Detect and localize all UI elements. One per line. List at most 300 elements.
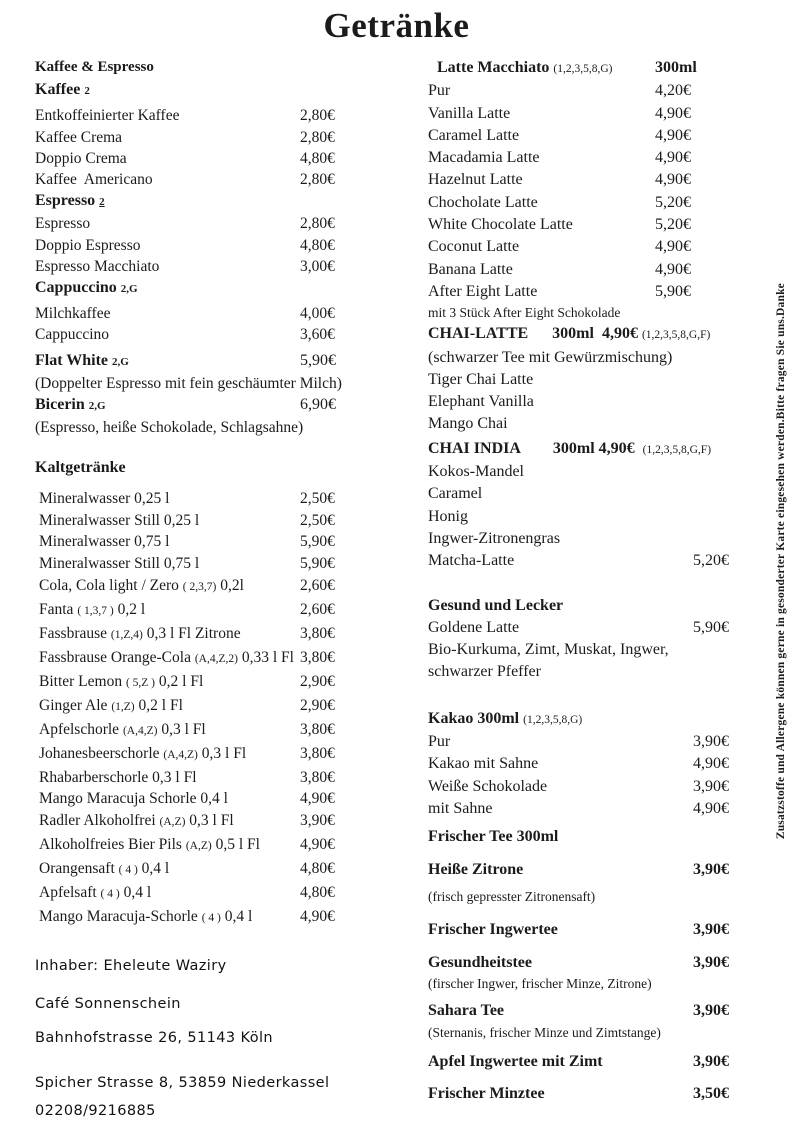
row-text-segment: 0,2l bbox=[216, 577, 244, 595]
row-text-segment: Kakao 300ml bbox=[428, 709, 524, 727]
item-price: 3,80€ bbox=[300, 744, 335, 762]
row-text bbox=[428, 440, 711, 457]
row-text bbox=[39, 697, 183, 714]
menu-item-row bbox=[428, 731, 776, 753]
row-text bbox=[39, 555, 199, 572]
allergen-code: (1,Z) bbox=[111, 700, 135, 713]
section-header bbox=[428, 57, 776, 80]
contact-line bbox=[35, 1072, 407, 1094]
row-text-segment: Johanesbeerschorle bbox=[39, 744, 164, 762]
menu-item-row bbox=[428, 236, 776, 258]
section-header bbox=[35, 190, 407, 213]
allergen-code: (A,4,Z) bbox=[163, 748, 198, 761]
item-price: 4,90€ bbox=[300, 907, 335, 925]
menu-item-row bbox=[428, 483, 776, 505]
row-text-segment: 0,3 l Fl Zitrone bbox=[142, 625, 241, 643]
row-text bbox=[35, 171, 153, 188]
item-price: 5,90€ bbox=[300, 533, 335, 551]
item-price: 4,90€ bbox=[655, 149, 691, 167]
menu-item-row bbox=[35, 767, 407, 789]
section-header bbox=[35, 350, 407, 373]
item-price: 2,80€ bbox=[300, 215, 335, 233]
menu-item-row bbox=[428, 259, 776, 281]
row-text-segment: Kaffee & Espresso bbox=[35, 59, 154, 75]
row-text-segment: White Chocolate Latte bbox=[428, 216, 573, 234]
row-text bbox=[428, 641, 669, 658]
item-price: 5,90€ bbox=[300, 555, 335, 573]
item-price: 3,60€ bbox=[300, 326, 335, 344]
contact-line bbox=[35, 955, 407, 977]
row-text bbox=[428, 663, 541, 680]
contact-line bbox=[35, 993, 407, 1015]
item-price: 5,90€ bbox=[693, 618, 729, 636]
item-price: 4,00€ bbox=[300, 305, 335, 323]
row-text-segment: Kakao mit Sahne bbox=[428, 755, 539, 773]
row-text-segment: 0,4 l bbox=[119, 884, 152, 902]
row-text bbox=[428, 463, 524, 480]
item-price: 3,80€ bbox=[300, 768, 335, 786]
row-text-segment: Bio-Kurkuma, Zimt, Muskat, Ingwer, bbox=[428, 641, 669, 659]
row-text bbox=[35, 192, 105, 209]
row-text-segment: CHAI INDIA 300ml 4,90€ bbox=[428, 439, 643, 457]
item-price: 5,20€ bbox=[655, 193, 691, 211]
row-text-segment: Sahara Tee bbox=[428, 1002, 505, 1020]
item-price: 3,00€ bbox=[300, 257, 335, 275]
row-text bbox=[428, 889, 595, 904]
allergen-code: ( 4 ) bbox=[100, 888, 120, 901]
row-text-segment: 0,2 l Fl bbox=[155, 672, 204, 690]
row-text-segment: Espresso Macchiato bbox=[35, 257, 160, 275]
item-price: 2,80€ bbox=[300, 171, 335, 189]
menu-item-row bbox=[35, 488, 407, 510]
row-text-segment: Ingwer-Zitronengras bbox=[428, 529, 561, 547]
row-text-segment: CHAI-LATTE 300ml 4,90€ bbox=[428, 325, 642, 343]
section-header bbox=[35, 57, 407, 78]
left-column bbox=[35, 57, 407, 1122]
row-text bbox=[39, 601, 145, 618]
menu-item-row bbox=[35, 743, 407, 767]
row-text-segment: Weiße Schokolade bbox=[428, 777, 548, 795]
menu-item-row bbox=[35, 858, 407, 882]
row-text-segment: Kaltgetränke bbox=[35, 459, 126, 477]
menu-item-row bbox=[35, 671, 407, 695]
row-text-segment: Mineralwasser 0,75 l bbox=[39, 533, 170, 551]
item-price: 3,90€ bbox=[693, 920, 729, 938]
item-price: 2,60€ bbox=[300, 601, 335, 619]
left-menu-rows bbox=[35, 57, 407, 930]
row-text-segment: Fassbrause bbox=[39, 625, 111, 643]
menu-item-row bbox=[35, 719, 407, 743]
row-text-segment: Fassbrause Orange-Cola bbox=[39, 649, 195, 666]
row-text bbox=[428, 105, 510, 122]
row-text-segment: Honig bbox=[428, 507, 468, 525]
menu-item-row bbox=[428, 125, 776, 147]
row-text-segment: Frischer Ingwertee bbox=[428, 920, 558, 938]
menu-item-row bbox=[35, 303, 407, 324]
menu-note bbox=[35, 373, 407, 394]
row-text bbox=[428, 597, 563, 614]
row-text bbox=[428, 171, 523, 188]
row-text-segment: Pur bbox=[428, 82, 451, 100]
row-text-segment: Latte Macchiato bbox=[437, 59, 554, 76]
row-text-segment: Bicerin bbox=[35, 396, 89, 414]
row-text-segment: Elephant Vanilla bbox=[428, 393, 534, 411]
row-text-segment: 0,4 l bbox=[220, 907, 253, 925]
row-text-segment: Doppio Espresso bbox=[35, 236, 141, 254]
row-text-segment: Heiße Zitrone bbox=[428, 860, 524, 878]
row-text-segment: Spicher Strasse 8, 53859 Niederkassel bbox=[35, 1074, 330, 1091]
allergen-code: ( 4 ) bbox=[118, 864, 138, 877]
row-text bbox=[428, 1085, 545, 1102]
row-text-segment: Bahnhofstrasse 26, 51143 Köln bbox=[35, 1029, 273, 1046]
row-text bbox=[428, 800, 492, 817]
row-text-segment: 02208/9216885 bbox=[35, 1102, 156, 1119]
menu-item-row bbox=[428, 776, 776, 798]
row-text-segment: 0,3 l Fl bbox=[157, 720, 206, 738]
menu-item-row bbox=[428, 461, 776, 483]
menu-note-small bbox=[428, 974, 776, 994]
menu-item-row bbox=[35, 695, 407, 719]
row-text bbox=[428, 485, 482, 502]
row-text bbox=[39, 490, 169, 507]
item-price: 6,90€ bbox=[300, 396, 336, 414]
menu-item-row bbox=[428, 661, 776, 683]
row-text-segment: Espresso bbox=[35, 192, 100, 210]
row-text-segment: 0,2 l bbox=[113, 601, 146, 619]
row-text-segment: Mango Maracuja-Schorle bbox=[39, 907, 202, 925]
menu-item-row bbox=[428, 391, 776, 413]
item-price: 3,90€ bbox=[693, 860, 729, 878]
row-text-segment: Kaffee bbox=[35, 81, 85, 99]
item-price: 3,90€ bbox=[300, 812, 335, 830]
allergen-code: (1,Z,4) bbox=[110, 629, 143, 642]
row-text bbox=[428, 828, 558, 845]
item-price: 4,80€ bbox=[300, 149, 335, 167]
row-text bbox=[428, 530, 560, 547]
item-price: 4,90€ bbox=[655, 171, 691, 189]
item-price: 2,60€ bbox=[300, 577, 335, 595]
row-text-segment: Bitter Lemon bbox=[39, 672, 126, 690]
section-header bbox=[35, 79, 407, 102]
row-text-segment: Mineralwasser Still 0,75 l bbox=[39, 555, 200, 573]
menu-item-row bbox=[35, 531, 407, 553]
row-text-segment: Apfel Ingwertee mit Zimt bbox=[428, 1052, 603, 1070]
row-text bbox=[35, 279, 138, 296]
row-text bbox=[39, 884, 151, 901]
menu-note bbox=[35, 417, 407, 438]
row-text-segment: After Eight Latte bbox=[428, 282, 538, 300]
row-text bbox=[428, 1002, 504, 1019]
row-text bbox=[39, 745, 246, 762]
row-text bbox=[39, 577, 244, 594]
row-text bbox=[428, 619, 519, 636]
row-text-segment: Gesund und Lecker bbox=[428, 596, 564, 614]
row-text bbox=[35, 996, 181, 1012]
row-text bbox=[428, 508, 468, 525]
row-text-segment: Kaffee Crema bbox=[35, 128, 123, 146]
row-text bbox=[35, 81, 90, 98]
menu-item-row bbox=[428, 169, 776, 191]
menu-item-row bbox=[35, 256, 407, 277]
menu-item-row bbox=[35, 324, 407, 345]
item-price: 5,20€ bbox=[693, 552, 729, 570]
section-header bbox=[428, 1051, 776, 1073]
row-text-segment: Alkoholfreies Bier Pils bbox=[39, 836, 186, 854]
menu-item-row bbox=[428, 214, 776, 236]
row-text bbox=[35, 258, 159, 275]
row-text bbox=[35, 396, 106, 413]
row-text-segment: Kokos-Mandel bbox=[428, 463, 524, 481]
section-header bbox=[35, 457, 407, 478]
row-text-segment: Vanilla Latte bbox=[428, 104, 511, 122]
row-text-segment: (Doppelter Espresso mit fein geschäumter Milch) bbox=[35, 374, 342, 392]
menu-item-row bbox=[35, 105, 407, 126]
item-price: 3,50€ bbox=[693, 1084, 729, 1102]
menu-item-row bbox=[428, 192, 776, 214]
item-price: 4,90€ bbox=[300, 836, 335, 854]
menu-item-row bbox=[428, 753, 776, 775]
row-text-segment: Coconut Latte bbox=[428, 238, 520, 256]
row-text-segment: (Sternanis, frischer Minze und Zimtstange) bbox=[428, 1024, 661, 1040]
row-text-segment: Kaffee Americano bbox=[35, 171, 153, 189]
item-price: 3,80€ bbox=[300, 720, 335, 738]
row-text-segment: Pur bbox=[428, 733, 451, 751]
row-text bbox=[437, 59, 613, 76]
menu-item-row bbox=[428, 506, 776, 528]
row-text bbox=[428, 149, 540, 166]
row-text bbox=[35, 1030, 273, 1046]
row-text-segment: Frischer Minztee bbox=[428, 1084, 545, 1102]
allergen-code: 2,G bbox=[112, 355, 129, 368]
row-text-segment: Flat White bbox=[35, 351, 113, 369]
row-text-segment: Hazelnut Latte bbox=[428, 171, 523, 189]
row-text-segment: Apfelschorle bbox=[39, 720, 123, 738]
row-text bbox=[39, 673, 203, 690]
row-text-segment: 0,3 l Fl bbox=[185, 812, 234, 830]
row-text-segment: Matcha-Latte bbox=[428, 552, 515, 570]
row-text bbox=[428, 755, 538, 772]
item-price: 5,90€ bbox=[655, 282, 691, 300]
row-text bbox=[39, 625, 241, 642]
item-price: 3,90€ bbox=[693, 777, 729, 795]
row-text bbox=[35, 1103, 156, 1119]
menu-item-row bbox=[35, 575, 407, 599]
item-price: 4,90€ bbox=[655, 104, 691, 122]
row-text bbox=[428, 238, 519, 255]
row-text bbox=[428, 305, 620, 320]
row-text-segment: 0,4 l bbox=[137, 860, 170, 878]
row-text bbox=[35, 459, 126, 476]
row-text bbox=[35, 419, 303, 436]
section-header bbox=[428, 438, 776, 461]
menu-item-row bbox=[428, 281, 776, 303]
menu-item-row bbox=[35, 623, 407, 647]
item-price: 5,20€ bbox=[655, 216, 691, 234]
row-text-segment: Apfelsaft bbox=[39, 884, 101, 902]
row-text bbox=[428, 1025, 661, 1040]
row-text-segment: Macadamia Latte bbox=[428, 149, 540, 167]
row-text-segment: 0,33 l Fl bbox=[237, 649, 294, 666]
row-text bbox=[35, 107, 179, 124]
item-price: 4,80€ bbox=[300, 884, 335, 902]
row-text-segment: (frisch gepresster Zitronensaft) bbox=[428, 888, 596, 904]
allergen-code: (1,2,3,5,8,G,F) bbox=[641, 329, 711, 342]
menu-item-row bbox=[35, 647, 407, 671]
menu-item-row bbox=[428, 639, 776, 661]
row-text bbox=[428, 127, 519, 144]
row-text-segment: Mango Chai bbox=[428, 415, 508, 433]
row-text bbox=[39, 836, 260, 853]
row-text-segment: Rhabarberschorle 0,3 l Fl bbox=[39, 768, 197, 786]
row-text-segment: Caramel Latte bbox=[428, 126, 520, 144]
contact-block bbox=[35, 955, 407, 1122]
row-text-segment: Entkoffeinierter Kaffee bbox=[35, 107, 180, 125]
menu-item-row bbox=[35, 599, 407, 623]
row-text bbox=[35, 305, 110, 322]
row-text bbox=[35, 326, 109, 343]
row-text bbox=[35, 237, 140, 254]
menu-item-row bbox=[35, 169, 407, 190]
row-text bbox=[35, 375, 342, 392]
row-text bbox=[428, 349, 672, 366]
allergen-code: (1,2,3,5,8,G) bbox=[523, 713, 583, 726]
row-text bbox=[39, 721, 206, 738]
row-text bbox=[39, 860, 169, 877]
item-price: 4,90€ bbox=[655, 260, 691, 278]
allergen-code: (A,4,Z,2) bbox=[194, 653, 238, 665]
item-price: 2,80€ bbox=[300, 128, 335, 146]
row-text-segment: Fanta bbox=[39, 601, 78, 619]
menu-item-row bbox=[428, 617, 776, 639]
menu-item-row bbox=[35, 510, 407, 532]
menu-item-row bbox=[35, 788, 407, 810]
menu-item-row bbox=[35, 213, 407, 234]
row-text-segment: Tiger Chai Latte bbox=[428, 370, 534, 388]
row-text-segment: Banana Latte bbox=[428, 260, 513, 278]
row-text-segment: (schwarzer Tee mit Gewürzmischung) bbox=[428, 348, 673, 366]
row-text bbox=[428, 371, 533, 388]
menu-item-row bbox=[35, 882, 407, 906]
contact-line bbox=[35, 1027, 407, 1049]
row-text bbox=[428, 552, 514, 569]
row-text-segment: schwarzer Pfeffer bbox=[428, 663, 541, 681]
item-price: 4,80€ bbox=[300, 860, 335, 878]
section-header bbox=[428, 952, 776, 974]
row-text-segment: Café Sonnenschein bbox=[35, 995, 181, 1012]
menu-item-row bbox=[35, 906, 407, 930]
section-header bbox=[428, 1083, 776, 1105]
menu-item-row bbox=[35, 810, 407, 834]
row-text-segment: 0,5 l Fl bbox=[211, 836, 260, 854]
menu-item-row bbox=[35, 834, 407, 858]
menu-item-row bbox=[428, 413, 776, 435]
item-price: 4,20€ bbox=[655, 82, 691, 100]
allergen-code: ( 2,3,7) bbox=[182, 581, 217, 594]
row-text bbox=[428, 415, 508, 432]
row-text bbox=[39, 812, 234, 829]
item-price: 4,90€ bbox=[300, 790, 335, 808]
menu-item-row bbox=[35, 553, 407, 575]
row-text bbox=[35, 150, 127, 167]
section-header bbox=[428, 708, 776, 731]
item-price: 2,50€ bbox=[300, 511, 335, 529]
row-text bbox=[428, 778, 547, 795]
menu-item-row bbox=[428, 798, 776, 820]
row-text bbox=[428, 393, 534, 410]
row-text-segment: Chocholate Latte bbox=[428, 193, 538, 211]
menu-item-row bbox=[428, 369, 776, 391]
allergen-code: 2,G bbox=[88, 400, 106, 413]
section-header bbox=[35, 394, 407, 417]
item-price: 300ml bbox=[655, 59, 697, 76]
section-header bbox=[35, 277, 407, 300]
row-text bbox=[39, 533, 169, 550]
item-price: 2,80€ bbox=[300, 107, 335, 125]
row-text bbox=[35, 59, 154, 75]
item-price: 4,90€ bbox=[693, 799, 729, 817]
right-column bbox=[428, 57, 776, 1105]
section-header bbox=[428, 859, 776, 881]
row-text-segment: 0,3 l Fl bbox=[197, 744, 247, 762]
row-text-segment: Goldene Latte bbox=[428, 618, 520, 636]
menu-item-row bbox=[428, 528, 776, 550]
menu-note-small bbox=[428, 303, 776, 323]
row-text-segment: mit 3 Stück After Eight Schokolade bbox=[428, 305, 621, 321]
row-text-segment: Frischer Tee 300ml bbox=[428, 828, 559, 846]
row-text bbox=[35, 958, 227, 974]
row-text bbox=[428, 283, 537, 300]
row-text bbox=[428, 1053, 603, 1070]
row-text-segment: Espresso bbox=[35, 215, 91, 233]
row-text bbox=[428, 261, 513, 278]
row-text bbox=[35, 129, 122, 146]
row-text bbox=[428, 976, 652, 991]
row-text-segment: Caramel bbox=[428, 485, 483, 503]
allergen-code: ( 1,3,7 ) bbox=[77, 605, 114, 618]
item-price: 5,90€ bbox=[300, 351, 336, 369]
item-price: 3,90€ bbox=[693, 1002, 729, 1020]
page-title: Getränke bbox=[323, 6, 470, 45]
row-text bbox=[39, 790, 228, 807]
row-text-segment: mit Sahne bbox=[428, 799, 493, 817]
row-text bbox=[39, 649, 294, 666]
menu-item-row bbox=[428, 550, 776, 572]
item-price: 4,90€ bbox=[655, 126, 691, 144]
row-text bbox=[428, 710, 582, 727]
item-price: 3,90€ bbox=[693, 1052, 729, 1070]
item-price: 3,90€ bbox=[693, 954, 729, 972]
menu-item-row bbox=[35, 127, 407, 148]
item-price: 2,90€ bbox=[300, 672, 335, 690]
allergen-code: ( 5,Z ) bbox=[125, 676, 156, 689]
menu-item-row bbox=[35, 148, 407, 169]
allergen-code: 2,G bbox=[120, 283, 138, 296]
allergen-code: (A,Z) bbox=[185, 840, 212, 853]
section-header bbox=[428, 323, 776, 346]
row-text bbox=[428, 194, 538, 211]
item-price: 4,90€ bbox=[693, 755, 729, 773]
row-text-segment: Mango Maracuja Schorle 0,4 l bbox=[39, 790, 228, 808]
menu-item-row bbox=[428, 103, 776, 125]
item-price: 4,80€ bbox=[300, 236, 335, 254]
row-text-segment: Inhaber: Eheleute Waziry bbox=[35, 957, 227, 974]
row-text-segment: Radler Alkoholfrei bbox=[39, 812, 160, 830]
section-header bbox=[428, 826, 776, 848]
section-header bbox=[428, 919, 776, 941]
menu-item-row bbox=[428, 147, 776, 169]
row-text bbox=[39, 769, 197, 786]
allergen-code: (A,Z) bbox=[159, 816, 186, 829]
